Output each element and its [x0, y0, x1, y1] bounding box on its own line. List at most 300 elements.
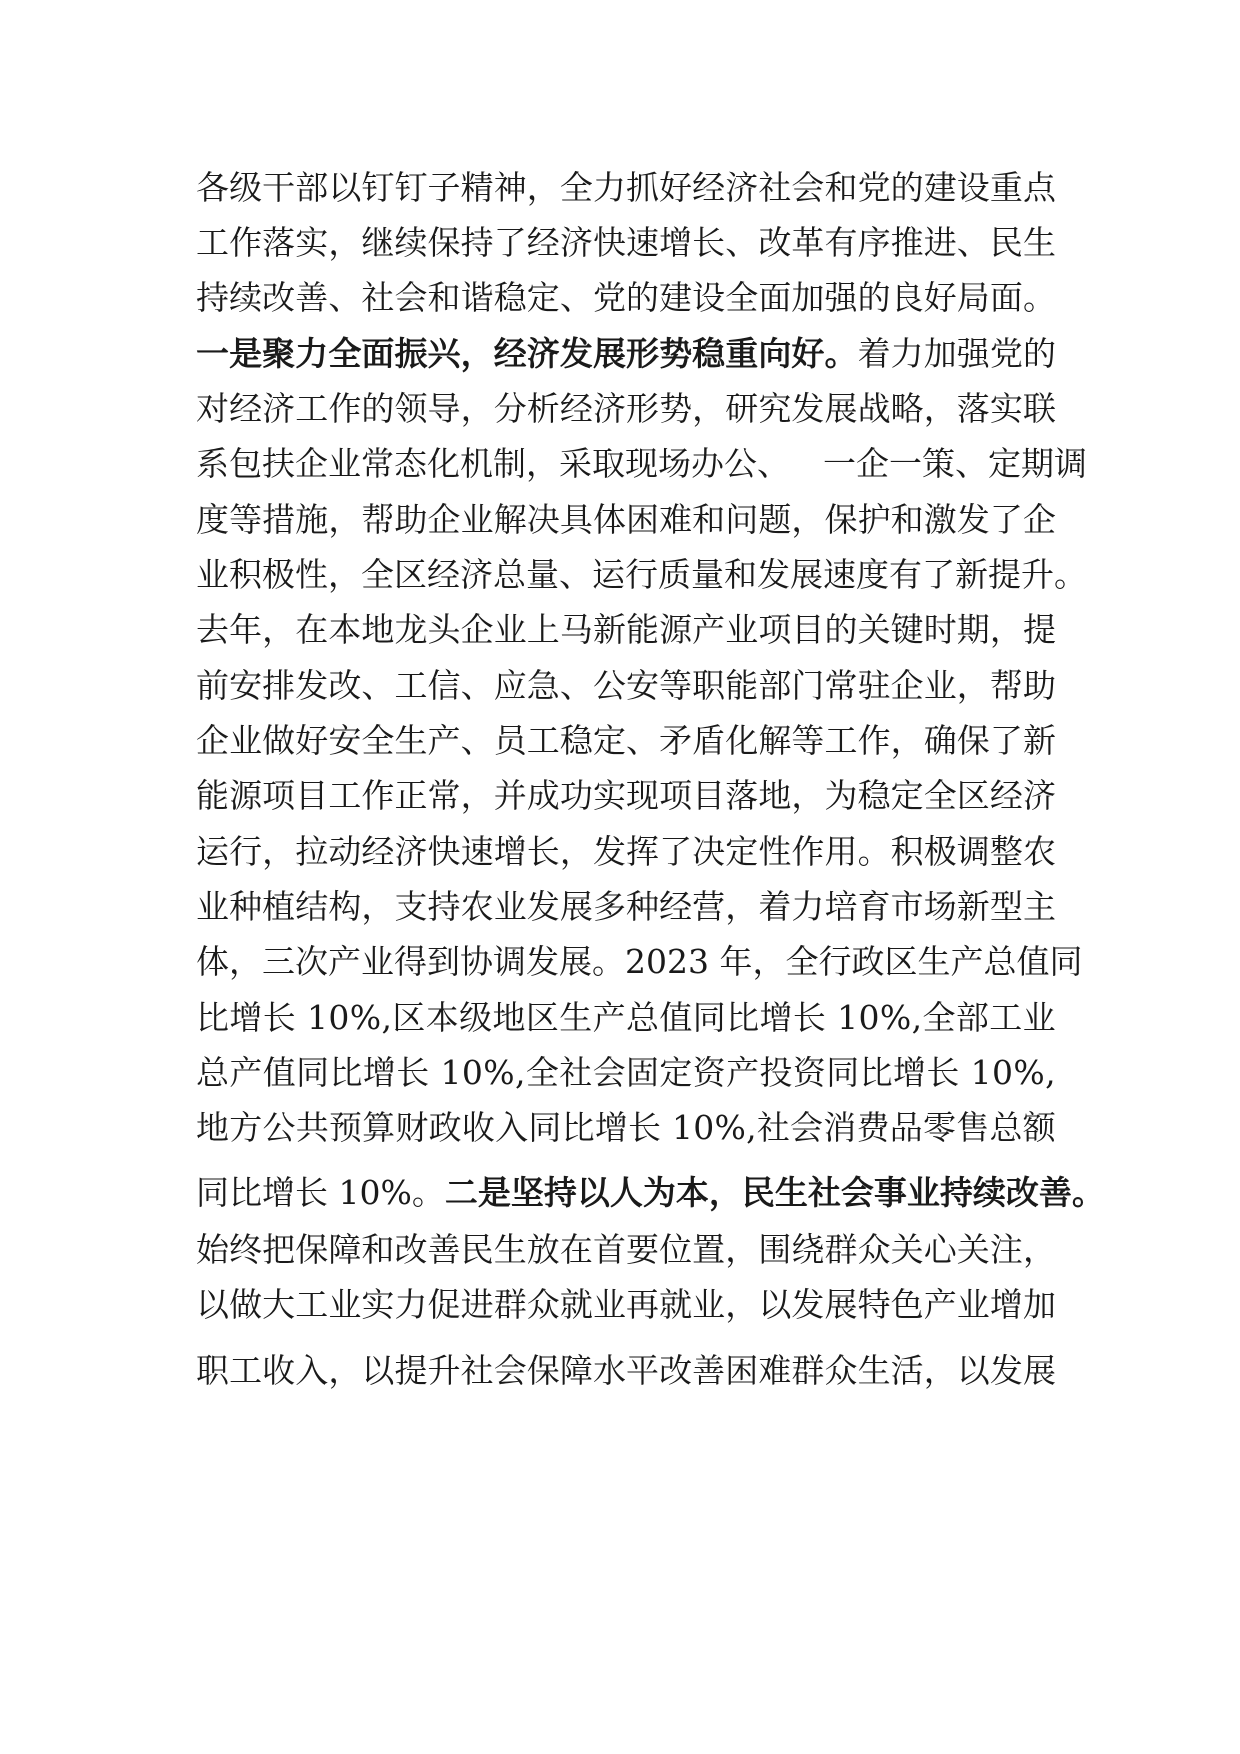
text-char: 企 — [295, 444, 328, 483]
text-char: 员 — [493, 721, 527, 760]
text-char: 键 — [890, 610, 924, 649]
text-char: 展 — [559, 942, 592, 981]
text-char: 了 — [659, 832, 693, 871]
bold-heading-char: 持 — [939, 1173, 973, 1212]
text-char: 续 — [229, 278, 263, 317]
text-char: 0 — [359, 1173, 381, 1212]
bold-heading-char: 。 — [1071, 1173, 1105, 1212]
text-char: 总 — [989, 1108, 1023, 1147]
text-char: 改 — [262, 278, 296, 317]
text-char: 一 — [889, 444, 922, 483]
text-char: % — [483, 1053, 515, 1092]
text-char: 产 — [950, 942, 984, 981]
text-char: 促 — [427, 1285, 461, 1324]
text-char: 现 — [625, 444, 658, 483]
text-char: 多 — [592, 887, 626, 926]
bold-heading-char: 面 — [361, 334, 395, 373]
text-char: 预 — [328, 1108, 362, 1147]
text-char: 实 — [361, 1285, 395, 1324]
text-char: 行 — [818, 942, 852, 981]
text-char: 抓 — [626, 168, 660, 207]
text-char: 生 — [493, 1230, 527, 1269]
text-char: 作 — [361, 776, 395, 815]
text-line — [196, 832, 1056, 872]
text-char: ， — [725, 1285, 759, 1324]
text-char: 具 — [559, 500, 593, 539]
text-char: 加 — [923, 334, 957, 373]
text-char: 改 — [328, 666, 362, 705]
text-char: 稳 — [559, 721, 593, 760]
text-line — [196, 278, 1056, 318]
text-char: 帮 — [361, 500, 395, 539]
text-char: 1 — [307, 998, 328, 1037]
text-char: 、 — [460, 666, 494, 705]
text-char: 门 — [791, 666, 825, 705]
text-char: 了 — [989, 500, 1023, 539]
bold-heading-char: 以 — [576, 1173, 610, 1212]
text-char: 社 — [559, 1053, 593, 1092]
text-char: 产 — [726, 1053, 760, 1092]
text-char: 值 — [1016, 942, 1050, 981]
text-char: 业 — [493, 610, 527, 649]
text-char: 展 — [559, 887, 593, 926]
text-char: 有 — [824, 223, 858, 262]
text-char: 社 — [758, 168, 792, 207]
text-line — [196, 1173, 1105, 1213]
text-char: 调 — [1054, 444, 1087, 483]
text-char: 营 — [692, 887, 726, 926]
text-char: 济 — [592, 389, 626, 428]
bold-heading-char: 事 — [873, 1173, 907, 1212]
text-char: 总 — [196, 1053, 229, 1092]
text-line — [196, 1351, 1056, 1391]
text-line — [196, 444, 1087, 484]
text-char: 增 — [659, 223, 693, 262]
text-char: 能 — [725, 666, 759, 705]
text-char: 定 — [890, 776, 924, 815]
text-char: 值 — [659, 998, 693, 1037]
text-char: 1 — [970, 1053, 992, 1092]
text-char: 机 — [460, 444, 493, 483]
text-line — [196, 389, 1056, 429]
text-char: 济 — [460, 555, 493, 594]
text-char: ， — [460, 389, 494, 428]
text-char: 用 — [824, 832, 858, 871]
text-char: 活 — [890, 1351, 924, 1390]
text-char: 业 — [328, 444, 361, 483]
text-char: 扶 — [262, 444, 295, 483]
text-char: 济 — [394, 832, 428, 871]
text-char: 1 — [672, 1108, 694, 1147]
bold-heading-char: 发 — [559, 334, 593, 373]
text-char: ， — [559, 832, 593, 871]
text-char: 种 — [229, 887, 263, 926]
text-char: 量 — [526, 555, 559, 594]
text-char: 经 — [427, 555, 460, 594]
text-char: 增 — [892, 1053, 926, 1092]
text-char: 区 — [525, 998, 559, 1037]
text-char: 新 — [592, 610, 626, 649]
text-char: 建 — [923, 168, 957, 207]
text-char: 色 — [890, 1285, 924, 1324]
text-char: ， — [361, 887, 395, 926]
text-char: ， — [923, 1351, 957, 1390]
text-char: ， — [752, 942, 786, 981]
text-char: 业 — [956, 1285, 990, 1324]
text-char: 质 — [658, 555, 691, 594]
text-char: 绕 — [791, 1230, 825, 1269]
text-char: 现 — [626, 776, 660, 815]
text-char: 驻 — [857, 666, 891, 705]
bold-heading-char: 兴 — [427, 334, 461, 373]
text-char: 资 — [792, 1053, 826, 1092]
text-char: 构 — [328, 887, 362, 926]
text-char: 经 — [559, 389, 593, 428]
bold-heading-char: 是 — [477, 1173, 511, 1212]
text-char: 重 — [989, 168, 1023, 207]
text-char: 比 — [229, 1173, 262, 1212]
bold-heading-char: 济 — [526, 334, 560, 373]
text-char: 区 — [884, 942, 918, 981]
text-char: 良 — [890, 278, 924, 317]
text-char: 3 — [688, 942, 709, 981]
text-char: ， — [692, 389, 726, 428]
text-char: 等 — [791, 721, 825, 760]
text-char: 收 — [461, 1108, 495, 1147]
text-char: 区 — [392, 998, 426, 1037]
text-char: 体 — [196, 942, 229, 981]
text-char: 新 — [956, 887, 990, 926]
text-char: 0 — [693, 1108, 715, 1147]
text-char: 进 — [460, 1285, 494, 1324]
text-char: 业 — [592, 1285, 626, 1324]
bold-heading-char: 聚 — [262, 334, 296, 373]
text-char: ， — [989, 610, 1023, 649]
text-char: 同 — [826, 1053, 860, 1092]
text-char: 析 — [526, 389, 560, 428]
text-char: 力 — [791, 887, 825, 926]
text-char: 党 — [592, 278, 626, 317]
bold-heading-char: 。 — [824, 334, 858, 373]
text-char: 全 — [922, 998, 956, 1037]
text-char: 善 — [692, 1351, 726, 1390]
text-char: 盾 — [692, 721, 726, 760]
text-char: 比 — [859, 1053, 893, 1092]
text-char: 时 — [923, 610, 957, 649]
text-char: 量 — [691, 555, 724, 594]
bold-heading-char: 坚 — [510, 1173, 544, 1212]
text-char: 经 — [989, 776, 1023, 815]
text-char: 收 — [262, 1351, 296, 1390]
text-char: 产 — [692, 610, 726, 649]
text-char: 保 — [427, 223, 461, 262]
text-line — [196, 500, 1056, 540]
text-char: 财 — [395, 1108, 429, 1147]
text-char: 全 — [785, 942, 819, 981]
text-char: 快 — [427, 832, 461, 871]
text-char: 育 — [857, 887, 891, 926]
text-char: 地 — [758, 776, 792, 815]
text-char: 加 — [791, 278, 825, 317]
text-char: 改 — [394, 1230, 428, 1269]
text-char: 导 — [427, 389, 461, 428]
text-char: 场 — [658, 444, 691, 483]
text-char: 协 — [460, 942, 493, 981]
text-char: ， — [791, 500, 825, 539]
text-char: 点 — [1022, 168, 1056, 207]
bold-heading-char: 会 — [840, 1173, 874, 1212]
text-char: 信 — [427, 666, 461, 705]
text-char: 部 — [758, 666, 792, 705]
text-char: 1 — [837, 998, 859, 1037]
text-char: 领 — [394, 389, 428, 428]
text-char: ， — [791, 776, 825, 815]
text-char: 水 — [592, 1351, 626, 1390]
text-char: 工 — [824, 721, 858, 760]
text-char: 在 — [295, 610, 329, 649]
text-char: 和 — [824, 168, 858, 207]
text-char: 植 — [262, 887, 296, 926]
text-char: 把 — [262, 1230, 296, 1269]
text-line — [196, 942, 1083, 982]
text-char: 终 — [229, 1230, 263, 1269]
bold-heading-char: 社 — [807, 1173, 841, 1212]
text-char: 速 — [626, 223, 660, 262]
text-char: 马 — [559, 610, 593, 649]
text-char: 场 — [923, 887, 957, 926]
text-char: 成 — [526, 776, 560, 815]
text-char: 注 — [989, 1230, 1023, 1269]
text-char: ， — [1022, 1230, 1056, 1269]
text-char: 品 — [889, 1108, 923, 1147]
text-char: 系 — [196, 444, 229, 483]
text-char: 0 — [991, 1053, 1013, 1092]
text-char: 钉 — [394, 168, 428, 207]
text-char: 业 — [229, 721, 263, 760]
text-char: 目 — [295, 776, 329, 815]
text-char: 措 — [262, 500, 296, 539]
text-char: 建 — [659, 278, 693, 317]
text-char: 增 — [262, 1173, 295, 1212]
bold-heading-char: 改 — [1005, 1173, 1039, 1212]
text-char: 费 — [856, 1108, 890, 1147]
text-char: 态 — [394, 444, 427, 483]
text-char: 算 — [362, 1108, 396, 1147]
text-char: 众 — [857, 1230, 891, 1269]
text-char: 着 — [758, 887, 792, 926]
text-char: ， — [956, 666, 990, 705]
text-char: 的 — [890, 168, 924, 207]
text-char: 龙 — [394, 610, 428, 649]
text-char: 业 — [328, 1285, 362, 1324]
text-char: 大 — [262, 1285, 296, 1324]
text-char — [328, 1173, 339, 1213]
text-char: % — [879, 998, 912, 1037]
text-line — [196, 334, 1056, 374]
text-char: 业 — [493, 887, 527, 926]
text-char: 始 — [196, 1230, 229, 1269]
text-char: 干 — [262, 168, 296, 207]
text-char: 增 — [594, 1108, 628, 1147]
text-char: 项 — [758, 610, 792, 649]
bold-heading-char: 善 — [1038, 1173, 1072, 1212]
text-char: 主 — [1022, 887, 1056, 926]
text-char — [296, 998, 307, 1038]
text-char: 全 — [923, 776, 957, 815]
text-char: 作 — [857, 721, 891, 760]
text-char: 业 — [692, 1285, 726, 1324]
text-char: 社 — [756, 1108, 790, 1147]
text-char: 生 — [917, 942, 951, 981]
text-char: 题 — [758, 500, 792, 539]
text-char: % — [380, 1173, 412, 1212]
text-char: 目 — [791, 610, 825, 649]
text-char: 前 — [196, 666, 229, 705]
text-char: 目 — [692, 776, 726, 815]
text-char: 保 — [526, 1351, 560, 1390]
text-char: 平 — [626, 1351, 660, 1390]
text-char: , — [911, 998, 923, 1037]
bold-heading-char: 续 — [972, 1173, 1006, 1212]
text-char: 发 — [592, 832, 626, 871]
text-char: 序 — [857, 223, 891, 262]
text-char: 本 — [425, 998, 459, 1037]
text-char: 再 — [626, 1285, 660, 1324]
text-char: 障 — [328, 1230, 362, 1269]
text-char: 生 — [857, 1351, 891, 1390]
text-line — [196, 555, 1087, 595]
text-char: 保 — [956, 721, 990, 760]
text-char: 区 — [394, 555, 427, 594]
text-char: 工 — [989, 998, 1023, 1037]
text-char: 、 — [626, 721, 660, 760]
text-char: 实 — [989, 389, 1023, 428]
text-char: 和 — [890, 500, 924, 539]
text-char: 发 — [989, 1351, 1023, 1390]
text-char: 地 — [492, 998, 526, 1037]
bold-heading-char: 本 — [675, 1173, 709, 1212]
text-char: 生 — [394, 721, 428, 760]
text-char: 稳 — [493, 278, 527, 317]
text-char: 谐 — [460, 278, 494, 317]
text-char: 经 — [659, 887, 693, 926]
text-char: 形 — [626, 389, 660, 428]
text-char: 企 — [1022, 500, 1056, 539]
text-char: 业 — [196, 887, 229, 926]
text-char: 就 — [659, 1285, 693, 1324]
text-char: 力 — [394, 1285, 428, 1324]
text-char: 比 — [561, 1108, 595, 1147]
text-char: 去 — [196, 610, 229, 649]
text-char: 地 — [361, 610, 395, 649]
bold-heading-char: 重 — [725, 334, 759, 373]
text-char — [826, 998, 837, 1038]
text-char: 工 — [295, 389, 329, 428]
text-line — [196, 887, 1056, 927]
bold-heading-char: 生 — [774, 1173, 808, 1212]
text-char — [430, 1053, 441, 1093]
bold-heading-char: 人 — [609, 1173, 643, 1212]
text-char: 常 — [427, 776, 461, 815]
text-char: 长 — [262, 998, 296, 1037]
text-char: 排 — [262, 666, 296, 705]
text-char: 企 — [890, 666, 924, 705]
text-char: 一 — [823, 444, 856, 483]
text-char: 围 — [758, 1230, 792, 1269]
text-char: 困 — [626, 500, 660, 539]
text-char: 急 — [526, 666, 560, 705]
text-char: 长 — [396, 1053, 430, 1092]
text-char: 0 — [461, 1053, 483, 1092]
text-char: 为 — [824, 776, 858, 815]
text-char: 全 — [559, 168, 593, 207]
text-char: 常 — [824, 666, 858, 705]
text-char: 在 — [559, 1230, 593, 1269]
text-char: 护 — [857, 500, 891, 539]
text-char: 安 — [328, 721, 362, 760]
text-char: 种 — [626, 887, 660, 926]
text-char: 同 — [1049, 942, 1083, 981]
text-char: 善 — [427, 1230, 461, 1269]
text-char: 策 — [922, 444, 955, 483]
text-line — [196, 1285, 1056, 1325]
text-char: 济 — [559, 223, 593, 262]
text-char: 经 — [526, 223, 560, 262]
text-char: 关 — [890, 1230, 924, 1269]
text-char: 做 — [262, 721, 296, 760]
text-char: ， — [890, 721, 924, 760]
text-char: 度 — [856, 555, 889, 594]
text-char: 了 — [922, 555, 955, 594]
bold-heading-char: 展 — [592, 334, 626, 373]
text-char: 业 — [361, 942, 394, 981]
text-char: 培 — [824, 887, 858, 926]
text-char: 和 — [361, 1230, 395, 1269]
text-char: 长 — [926, 1053, 960, 1092]
text-char: 极 — [923, 832, 957, 871]
text-char: 、 — [725, 223, 759, 262]
text-char: 施 — [295, 500, 329, 539]
text-char: 职 — [692, 666, 726, 705]
text-char: 、 — [757, 444, 790, 483]
text-char: 业 — [196, 555, 229, 594]
text-char: 难 — [659, 500, 693, 539]
text-char: 结 — [295, 887, 329, 926]
bold-heading-char: 持 — [543, 1173, 577, 1212]
text-char: 研 — [725, 389, 759, 428]
text-char: 业 — [1022, 998, 1056, 1037]
bold-heading-char: ， — [460, 334, 494, 373]
text-char: 比 — [329, 1053, 363, 1092]
text-char: 长 — [295, 1173, 328, 1212]
text-char: 保 — [295, 1230, 329, 1269]
text-char: 生 — [559, 998, 593, 1037]
text-char: 众 — [526, 1285, 560, 1324]
text-char: 设 — [692, 278, 726, 317]
text-char: 助 — [1022, 666, 1056, 705]
text-char: 级 — [459, 998, 493, 1037]
text-char: 发 — [956, 500, 990, 539]
text-char: 社 — [361, 278, 395, 317]
text-char: 0 — [858, 998, 880, 1037]
text-char: 升 — [1021, 555, 1054, 594]
text-char: 项 — [262, 776, 296, 815]
text-char: 的 — [824, 610, 858, 649]
text-char: 首 — [592, 1230, 626, 1269]
text-char: 动 — [328, 832, 362, 871]
bold-heading-char: 稳 — [692, 334, 726, 373]
text-char — [709, 942, 720, 982]
